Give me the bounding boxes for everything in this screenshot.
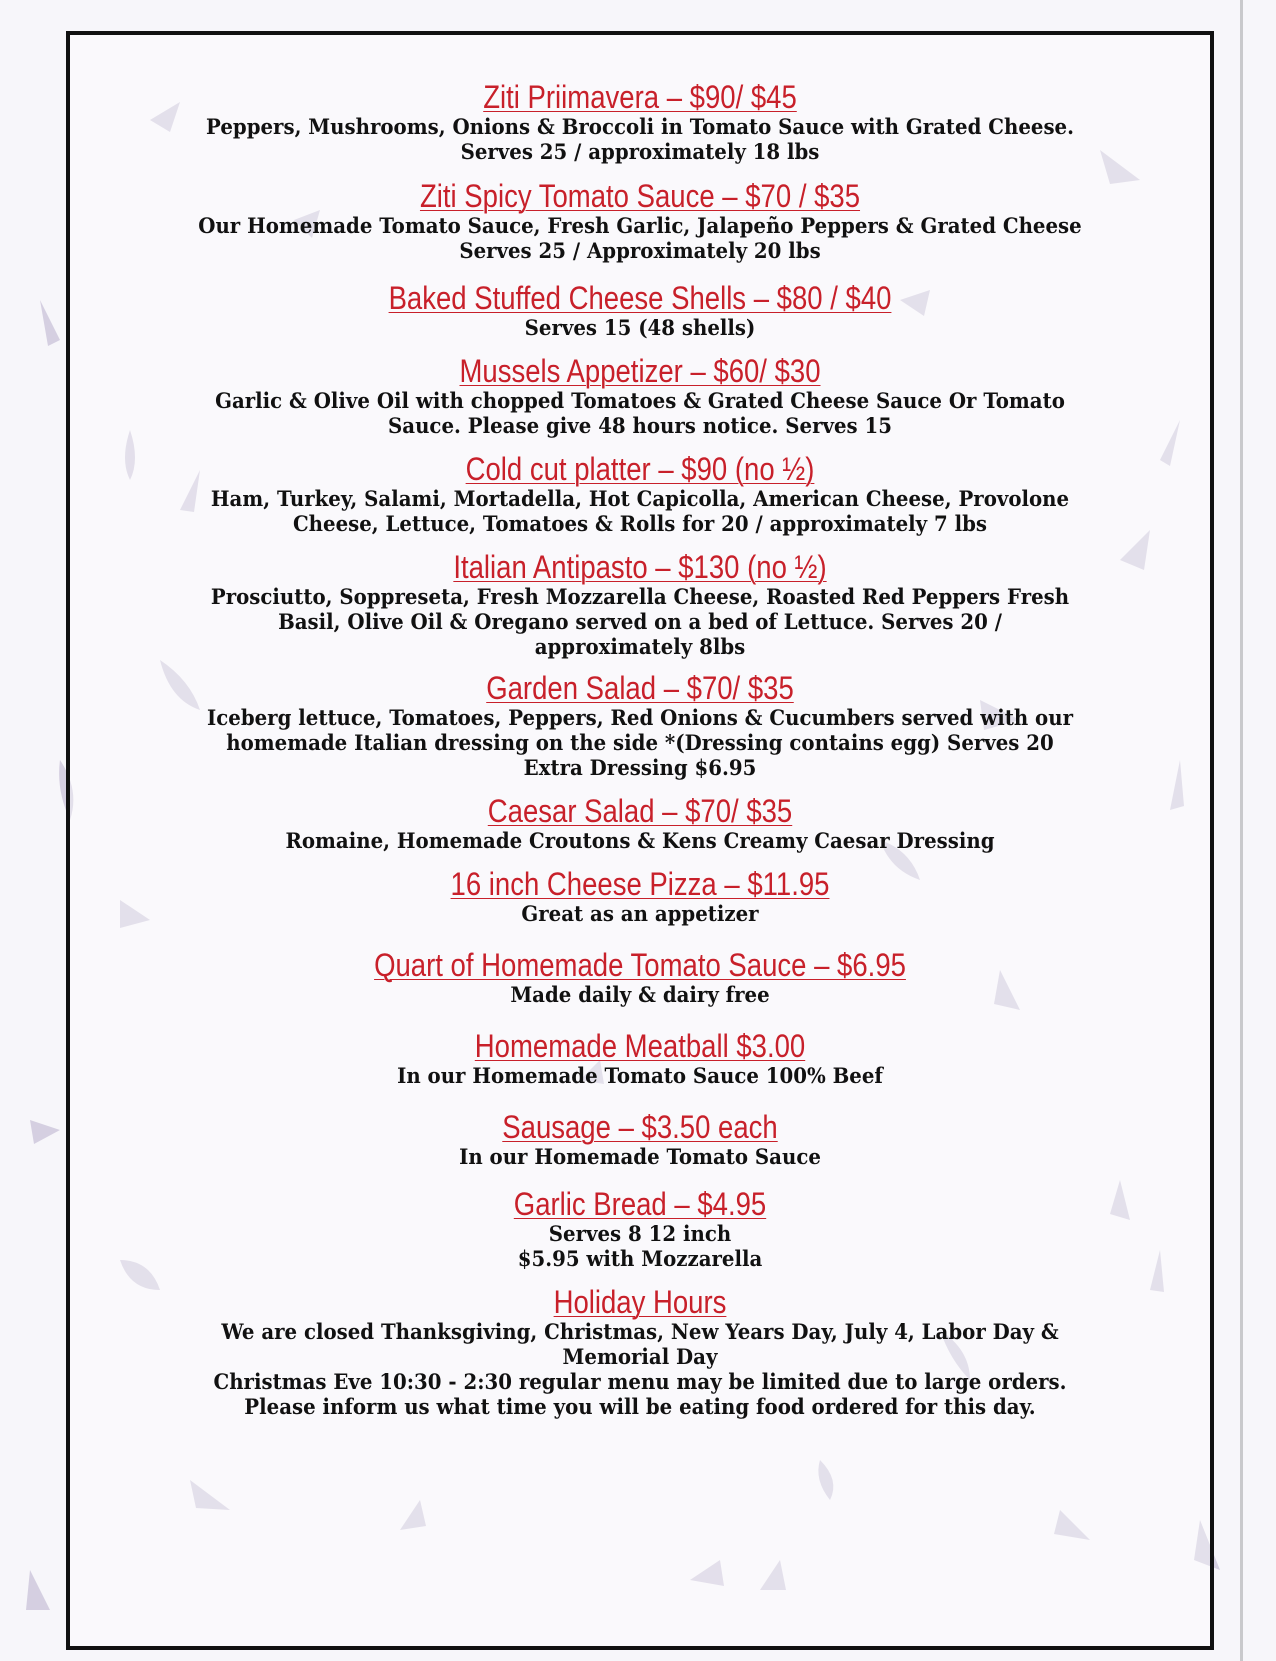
menu-item	[70, 354, 1210, 438]
menu-item	[70, 281, 1210, 340]
menu-content	[70, 80, 1210, 1419]
item-title: Ziti Spicy Tomato Sauce – $70 / $35	[419, 178, 861, 214]
item-description: Ham, Turkey, Salami, Mortadella, Hot Capicolla, American Cheese, Provolone Cheese, Lettuce, Tomatoes & Rolls for 20 / approximately 7 lbs	[210, 486, 1070, 536]
item-title: Cold cut platter – $90 (no ½)	[465, 451, 815, 487]
menu-item	[70, 794, 1210, 853]
holiday-hours-description: We are closed Thanksgiving, Christmas, New Years Day, July 4, Labor Day & Memorial Day Christmas Eve 10:30 - 2:30 regular menu may be limited due to large orders. Please inform us what time you will be eating food ordered for this day.	[213, 1319, 1067, 1419]
menu-item	[70, 452, 1210, 536]
item-description: Iceberg lettuce, Tomatoes, Peppers, Red Onions & Cucumbers served with our homemade Italian dressing on the side *(Dressing contains egg) Serves 20 Extra Dressing $6.95	[207, 705, 1073, 780]
item-description: In our Homemade Tomato Sauce 100% Beef	[397, 1063, 883, 1088]
item-description: Romaine, Homemade Croutons & Kens Creamy Caesar Dressing	[285, 828, 995, 853]
item-description: Peppers, Mushrooms, Onions & Broccoli in Tomato Sauce with Grated Cheese. Serves 25 / approximately 18 lbs	[206, 114, 1074, 164]
item-title: Homemade Meatball $3.00	[474, 1028, 806, 1064]
item-title: Ziti Priimavera – $90/ $45	[483, 79, 797, 115]
menu-item	[70, 671, 1210, 780]
menu-item	[70, 1029, 1210, 1088]
scrollbar-track	[1240, 0, 1243, 1661]
holiday-hours-title: Holiday Hours	[553, 1284, 727, 1320]
item-description: Serves 8 12 inch $5.95 with Mozzarella	[517, 1221, 763, 1271]
item-description: Made daily & dairy free	[510, 982, 770, 1007]
menu-item	[70, 550, 1210, 659]
menu-item	[70, 1110, 1210, 1169]
item-title: Garlic Bread – $4.95	[513, 1186, 767, 1222]
menu-item	[70, 1187, 1210, 1271]
item-title: Mussels Appetizer – $60/ $30	[459, 353, 821, 389]
item-description: Prosciutto, Soppreseta, Fresh Mozzarella Cheese, Roasted Red Peppers Fresh Basil, Olive Oil & Oregano served on a bed of Lettuce. Serves 20 / approximately 8lbs	[210, 584, 1070, 659]
item-title: Caesar Salad – $70/ $35	[487, 793, 793, 829]
item-title: Sausage – $3.50 each	[502, 1109, 778, 1145]
item-title: Baked Stuffed Cheese Shells – $80 / $40	[388, 280, 892, 316]
holiday-hours	[70, 1285, 1210, 1419]
item-title: 16 inch Cheese Pizza – $11.95	[450, 866, 830, 902]
item-title: Garden Salad – $70/ $35	[486, 670, 794, 706]
menu-item	[70, 948, 1210, 1007]
item-description: In our Homemade Tomato Sauce	[459, 1144, 821, 1169]
item-description: Serves 15 (48 shells)	[524, 315, 756, 340]
item-description: Great as an appetizer	[521, 901, 759, 926]
item-title: Italian Antipasto – $130 (no ½)	[453, 549, 827, 585]
item-description: Garlic & Olive Oil with chopped Tomatoes & Grated Cheese Sauce Or Tomato Sauce. Please give 48 hours notice. Serves 15	[215, 388, 1065, 438]
item-title: Quart of Homemade Tomato Sauce – $6.95	[374, 947, 906, 983]
menu-item	[70, 80, 1210, 164]
menu-item	[70, 867, 1210, 926]
item-description: Our Homemade Tomato Sauce, Fresh Garlic, Jalapeño Peppers & Grated Cheese Serves 25 / Approximately 20 lbs	[198, 213, 1082, 263]
menu-item	[70, 179, 1210, 263]
